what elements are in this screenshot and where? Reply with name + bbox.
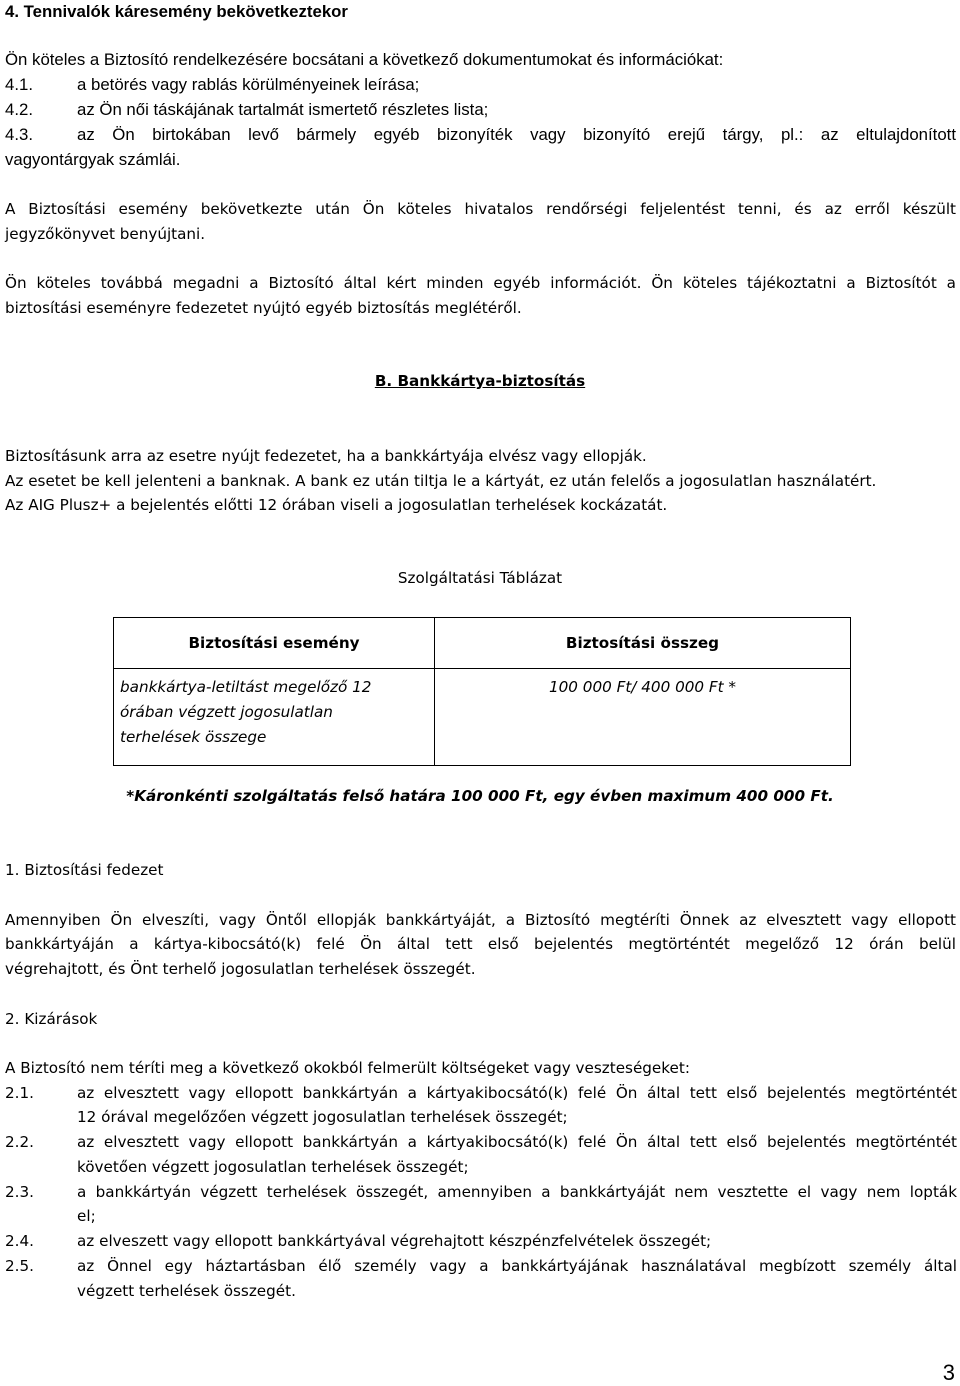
list-item-text: az Ön birtokában levő bármely egyéb bizonyíték vagy bizonyító erejű tárgy, pl.: az eltulajdonított [77,125,956,144]
exclusions-heading: 2. Kizárások [5,1010,98,1028]
paragraph-line: Ön köteles továbbá megadni a Biztosító által kért minden egyéb információt. Ön köteles tájékoztatni a Biztosítót a [5,274,956,292]
exclusions-intro: A Biztosító nem téríti meg a következő okokból felmerült költségeket vagy veszteségeket: [5,1059,690,1077]
table-title: Szolgáltatási Táblázat [397,569,563,587]
table-cell-event [114,669,435,766]
list-item-number: 4.1. [5,75,33,94]
paragraph-line: A Biztosítási esemény bekövetkezte után Ön köteles hivatalos rendőrségi feljelentést tenni, és az erről készült [5,200,956,218]
list-item-number: 2.2. [5,1133,34,1151]
list-item-number: 2.1. [5,1084,34,1102]
list-item-text: el; [77,1207,96,1225]
coverage-heading: 1. Biztosítási fedezet [5,861,164,879]
section-b-heading-wrap [0,372,960,390]
list-item [5,100,488,120]
list-item-text: a betörés vagy rablás körülményeinek leírása; [77,75,420,94]
service-table [113,617,851,766]
table-row [114,669,851,766]
paragraph-line: Az esetet be kell jelenteni a banknak. A bank ez után tiltja le a kártyát, ez után felelős a jogosulatlan használatért. [5,472,877,490]
paragraph-line: Amennyiben Ön elveszíti, vagy Öntől ellopják bankkártyáját, a Biztosító megtéríti Önnek az elvesztett vagy ellopott [5,911,956,929]
list-item-number: 2.5. [5,1257,34,1275]
list-item-number: 4.2. [5,100,33,119]
paragraph-line: biztosítási eseményre fedezetet nyújtó egyéb biztosítás meglétéről. [5,299,522,317]
list-item-text: az Önnel egy háztartásban élő személy vagy a bankkártyájának használatával megbízott személy által [77,1257,957,1275]
list-item-text: követően végzett jogosulatlan terhelések összegét; [77,1158,469,1176]
page-number: 3 [942,1360,955,1385]
paragraph-line: Biztosításunk arra az esetre nyújt fedezetet, ha a bankkártyája elvész vagy ellopják. [5,447,647,465]
section-b-heading: B. Bankkártya-biztosítás [374,372,586,390]
list-item-number: 2.3. [5,1183,34,1201]
list-item [5,75,419,95]
list-item-continuation: vagyontárgyak számlái. [5,150,181,169]
paragraph-line: jegyzőkönyvet benyújtani. [5,225,206,243]
list-item-text: végzett terhelések összegét. [77,1282,296,1300]
table-header-row [114,618,851,669]
paragraph-line: végrehajtott, és Önt terhelő jogosulatlan terhelések összegét. [5,960,476,978]
list-item-text: 12 órával megelőzően végzett jogosulatlan terhelések összegét; [77,1108,568,1126]
table-footnote: *Káronkénti szolgáltatás felső határa 100 000 Ft, egy évben maximum 400 000 Ft. [126,787,834,805]
paragraph-line: bankkártyáján a kártya-kibocsátó(k) felé Ön által tett első bejelentés megtörténtét megelőző 12 órán belül [5,935,956,953]
table-cell-amount: 100 000 Ft/ 400 000 Ft * [435,669,851,766]
list-item-number: 4.3. [5,125,33,144]
list-item-text: az elveszett vagy ellopott bankkártyával végrehajtott készpénzfelvételek összegét; [77,1232,712,1250]
list-item-text: az elvesztett vagy ellopott bankkártyán a kártyakibocsátó(k) felé Ön által tett első bejelentés megtörténtét [77,1133,957,1151]
list-item-number: 2.4. [5,1232,34,1250]
list-item-text: a bankkártyán végzett terhelések összegét, amennyiben a bankkártyáját nem vesztette el vagy nem lopták [77,1183,957,1201]
cell-line: bankkártya-letiltást megelőző 12 [120,678,372,696]
list-item-text: az elvesztett vagy ellopott bankkártyán a kártyakibocsátó(k) felé Ön által tett első bejelentés megtörténtét [77,1084,957,1102]
section-4-intro: Ön köteles a Biztosító rendelkezésére bocsátani a következő dokumentumokat és információkat: [5,50,724,69]
paragraph-line: Az AIG Plusz+ a bejelentés előtti 12 órában viseli a jogosulatlan terhelések kockázatát. [5,496,668,514]
list-item [5,125,956,145]
cell-line: terhelések összege [120,728,267,746]
table-header-cell: Biztosítási összeg [435,618,851,669]
table-header-cell: Biztosítási esemény [114,618,435,669]
list-item-text: az Ön női táskájának tartalmát ismertető részletes lista; [77,100,489,119]
section-4-heading: 4. Tennivalók káresemény bekövetkeztekor [5,2,348,21]
cell-line: órában végzett jogosulatlan [120,703,333,721]
